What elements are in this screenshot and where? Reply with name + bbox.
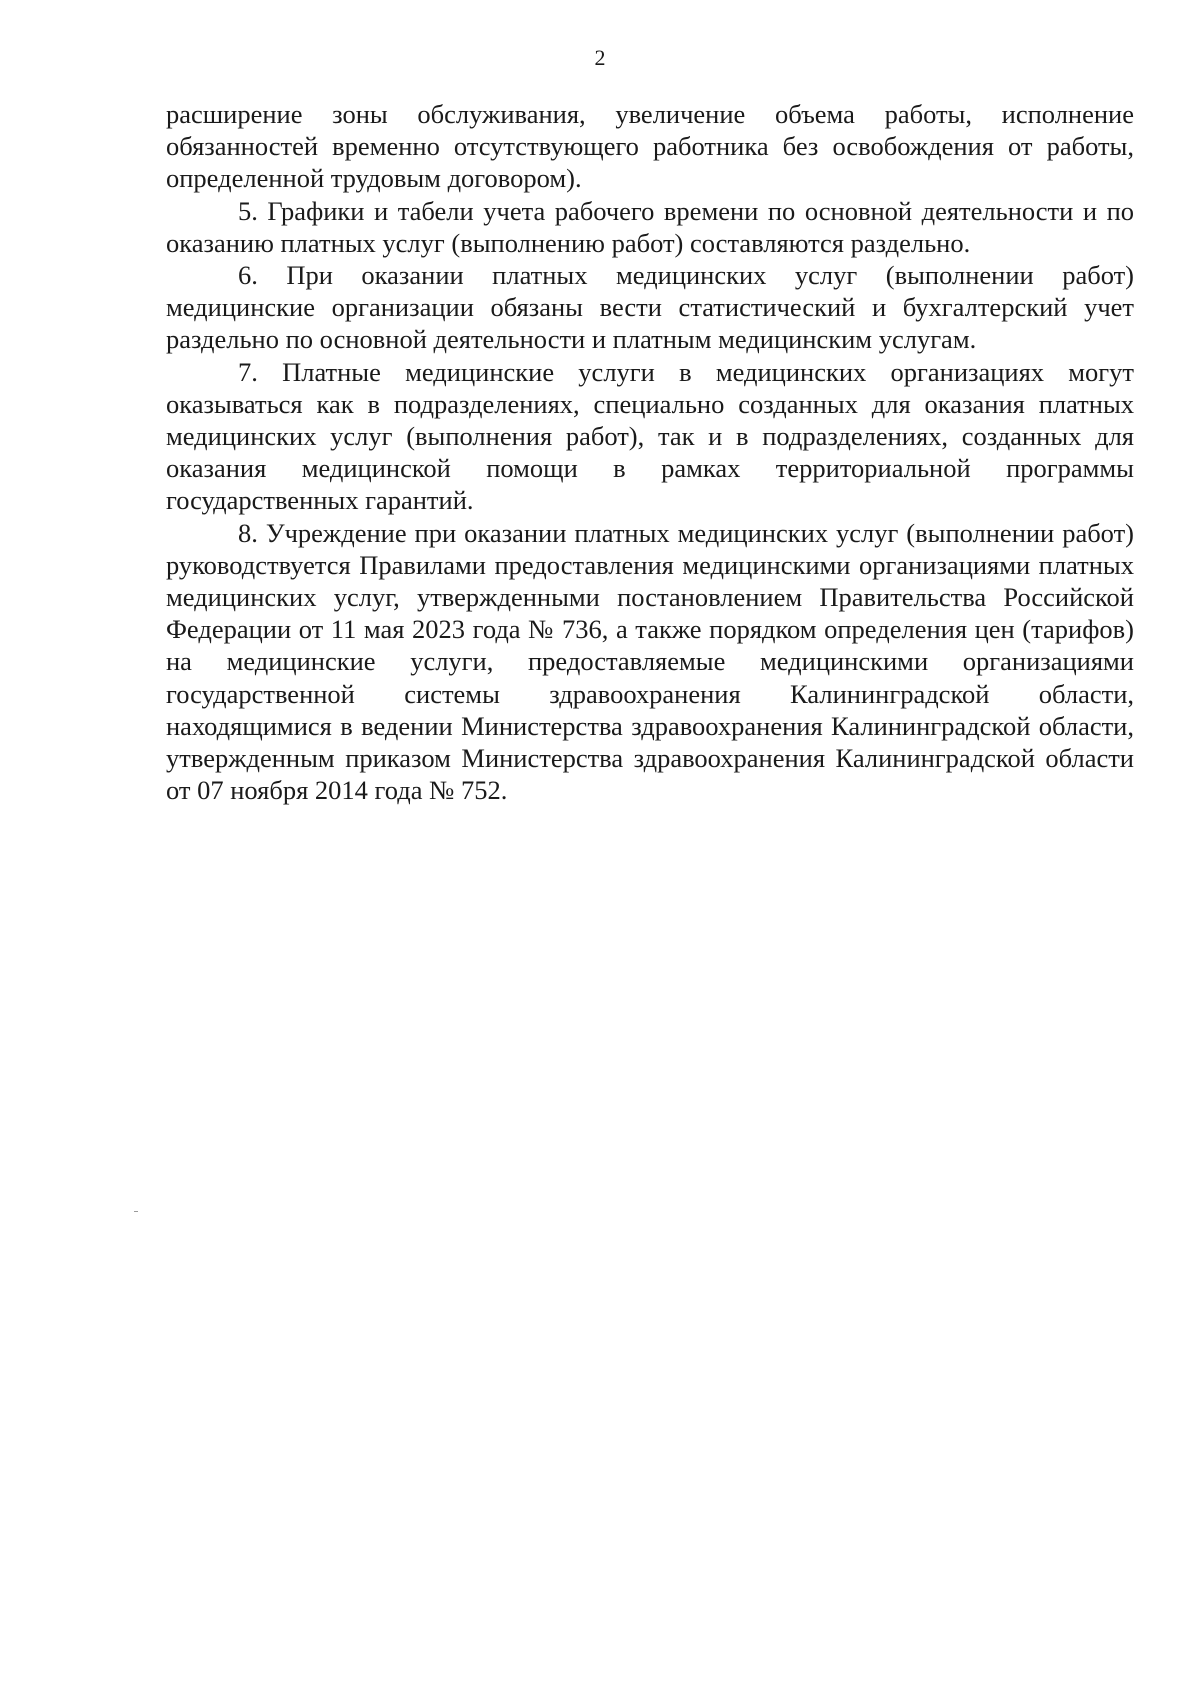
paragraph-item-6: 6. При оказании платных медицинских услуг (выполнении работ) медицинские организации обязаны вести статистический и бухгалтерский учет раздельно по основной деятельности и платным медицинским услугам.: [166, 260, 1134, 355]
scan-artifact-mark: [134, 1211, 138, 1212]
document-body: [166, 98, 1134, 806]
page-number: 2: [594, 45, 606, 70]
paragraph-item-7: 7. Платные медицинские услуги в медицинских организациях могут оказываться как в подразделениях, специально созданных для оказания платных медицинских услуг (выполнения работ), так и в подразделениях, созданных для оказания медицинской помощи в рамках территориальной программы государственных гарантий.: [166, 356, 1134, 516]
paragraph-continuation: расширение зоны обслуживания, увеличение объема работы, исполнение обязанностей временно отсутствующего работника без освобождения от работы, определенной трудовым договором).: [166, 99, 1134, 194]
paragraph-item-8: 8. Учреждение при оказании платных медицинских услуг (выполнении работ) руководствуется Правилами предоставления медицинскими организациями платных медицинских услуг, утвержденными постановлением Правительства Российской Федерации от 11 мая 2023 года № 736, а также порядком определения цен (тарифов) на медицинские услуги, предоставляемые медицинскими организациями государственной системы здравоохранения Калининградской области, находящимися в ведении Министерства здравоохранения Калининградской области, утвержденным приказом Министерства здравоохранения Калининградской области от 07 ноября 2014 года № 752.: [166, 517, 1134, 806]
paragraph-item-5: 5. Графики и табели учета рабочего времени по основной деятельности и по оказанию платных услуг (выполнению работ) составляются раздельно.: [166, 195, 1134, 258]
